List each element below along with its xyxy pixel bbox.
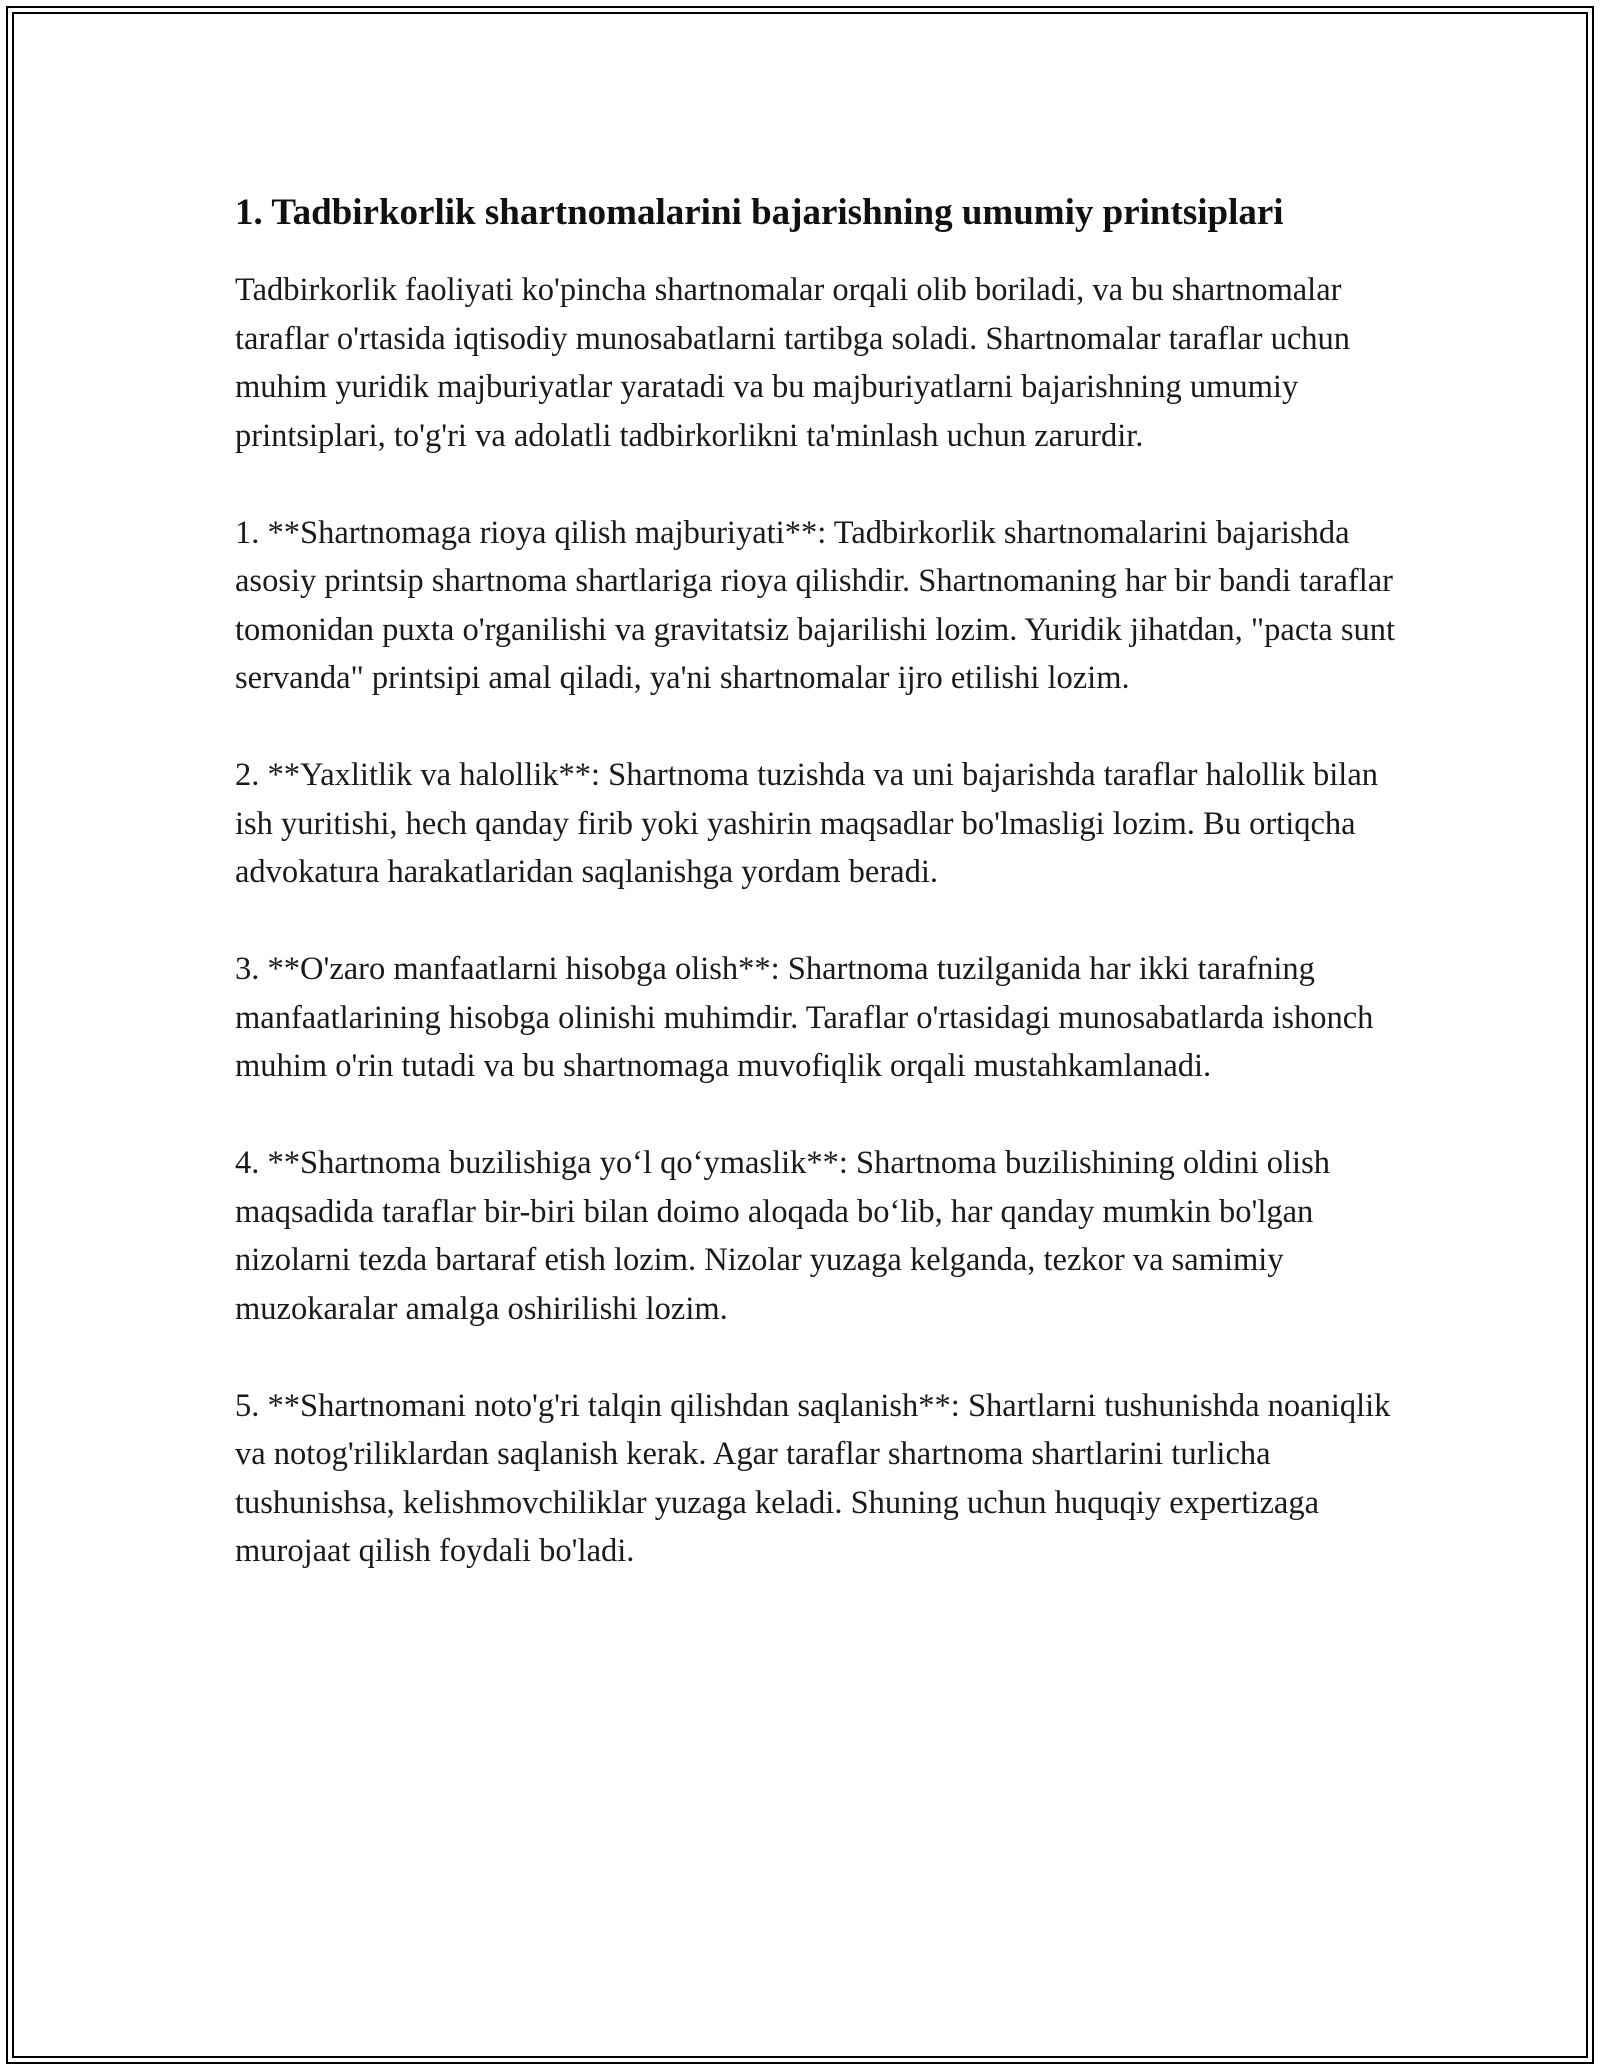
- document-body: [235, 186, 1395, 1624]
- principle-paragraph-5: 5. **Shartnomani noto'g'ri talqin qilishdan saqlanish**: Shartlarni tushunishda noaniqlik va notog'riliklardan saqlanish kerak. Agar taraflar shartnoma shartlarini turlicha tushunishsa, kelishmovchiliklar yuzaga keladi. Shuning uchun huquqiy expertizaga murojaat qilish foydali bo'ladi.: [235, 1387, 1391, 1569]
- intro-paragraph: Tadbirkorlik faoliyati ko'pincha shartnomalar orqali olib boriladi, va bu shartnomalar taraflar o'rtasida iqtisodiy munosabatlarni tartibga soladi. Shartnomalar taraflar uchun muhim yuridik majburiyatlar yaratadi va bu majburiyatlarni bajarishning umumiy printsiplari, to'g'ri va adolatli tadbirkorlikni ta'minlash uchun zarurdir.: [235, 272, 1350, 454]
- principle-paragraph-4: 4. **Shartnoma buzilishiga yo‘l qo‘ymaslik**: Shartnoma buzilishining oldini olish maqsadida taraflar bir-biri bilan doimo aloqada bo‘lib, har qanday mumkin bo'lgan nizolarni tezda bartaraf etish lozim. Nizolar yuzaga kelganda, tezkor va samimiy muzokaralar amalga oshirilishi lozim.: [235, 1145, 1330, 1327]
- document-title: 1. Tadbirkorlik shartnomalarini bajarishning umumiy printsiplari: [235, 192, 1284, 233]
- principle-paragraph-2: 2. **Yaxlitlik va halollik**: Shartnoma tuzishda va uni bajarishda taraflar halollik bilan ish yuritishi, hech qanday firib yoki yashirin maqsadlar bo'lmasligi lozim. Bu ortiqcha advokatura harakatlaridan saqlanishga yordam beradi.: [235, 757, 1378, 890]
- principle-paragraph-1: 1. **Shartnomaga rioya qilish majburiyati**: Tadbirkorlik shartnomalarini bajarishda asosiy printsip shartnoma shartlariga rioya qilishdir. Shartnomaning har bir bandi taraflar tomonidan puxta o'rganilishi va gravitatsiz bajarilishi lozim. Yuridik jihatdan, "pacta sunt servanda" printsipi amal qiladi, ya'ni shartnomalar ijro etilishi lozim.: [235, 514, 1396, 696]
- principle-paragraph-3: 3. **O'zaro manfaatlarni hisobga olish**: Shartnoma tuzilganida har ikki tarafning manfaatlarining hisobga olinishi muhimdir. Taraflar o'rtasidagi munosabatlarda ishonch muhim o'rin tutadi va bu shartnomaga muvofiqlik orqali mustahkamlanadi.: [235, 951, 1374, 1084]
